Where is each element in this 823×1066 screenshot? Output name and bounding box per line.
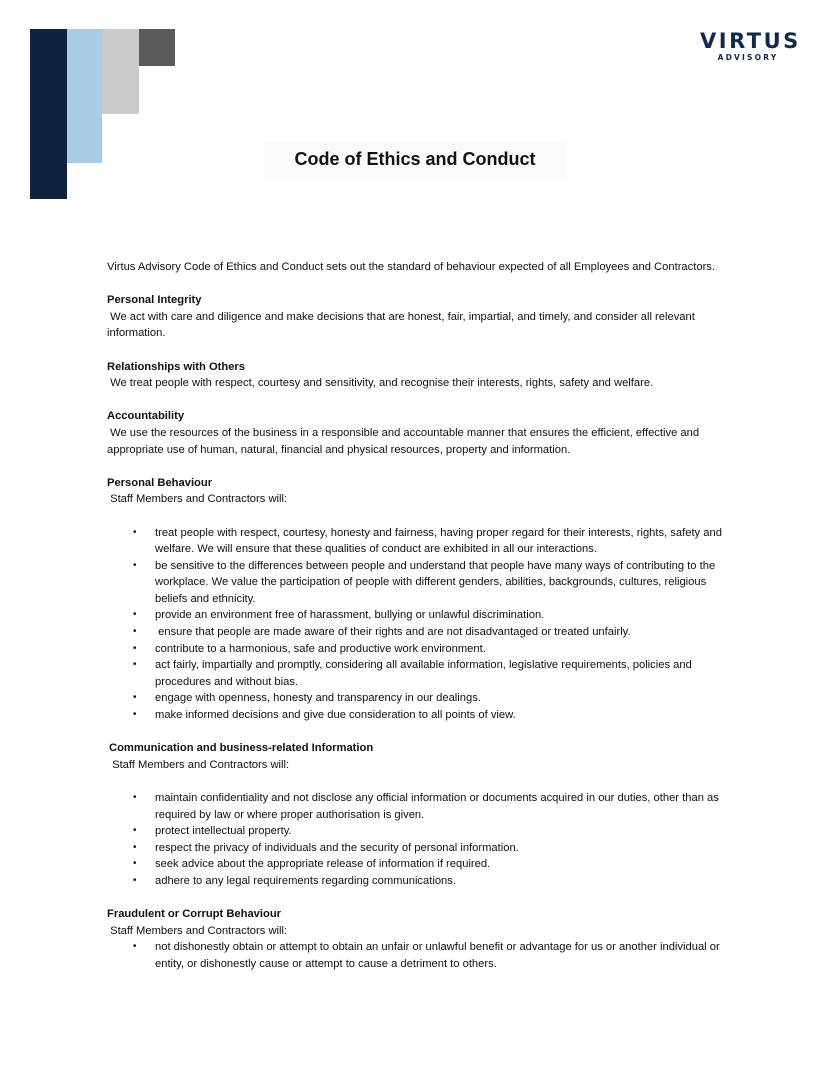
bullet-icon: • xyxy=(133,841,137,853)
list-item: • contribute to a harmonious, safe and productive work environment. xyxy=(107,641,727,658)
bullet-icon: • xyxy=(133,659,137,671)
list-item: • act fairly, impartially and promptly, considering all available information, legislative requirements, policies and procedures and without bias. xyxy=(133,659,692,688)
list-item: • adhere to any legal requirements regarding communications. xyxy=(107,873,727,890)
bullet-list xyxy=(107,525,727,724)
list-item: • be sensitive to the differences between people and understand that people have many ways of contributing to the workplace. We value the participation of people with different genders, abilities, backgrounds, cultures, religious beliefs and ethnicity. xyxy=(133,559,716,605)
bullet-icon: • xyxy=(133,609,137,621)
section-relationships xyxy=(107,359,727,392)
list-item: • provide an environment free of harassment, bullying or unlawful discrimination. xyxy=(107,607,727,624)
list-item: • respect the privacy of individuals and the security of personal information. xyxy=(107,840,727,857)
company-logo xyxy=(700,29,801,63)
logo-name: VIRTUS xyxy=(700,29,801,53)
list-item: • seek advice about the appropriate release of information if required. xyxy=(107,856,727,873)
document-body xyxy=(107,259,727,973)
section-communication xyxy=(107,740,727,889)
title-box xyxy=(264,141,566,177)
list-item: • treat people with respect, courtesy, honesty and fairness, having proper regard for their interests, rights, safety and welfare. We will ensure that these qualities of conduct are exhibited in all our interactions. xyxy=(133,526,722,556)
list-item: • make informed decisions and give due consideration to all points of view. xyxy=(107,707,727,724)
bullet-icon: • xyxy=(133,825,137,837)
list-item: • engage with openness, honesty and transparency in our dealings. xyxy=(107,690,727,707)
section-accountability xyxy=(107,408,727,458)
section-lead: Staff Members and Contractors will: xyxy=(107,493,288,506)
bullet-icon: • xyxy=(133,874,137,886)
section-heading: Accountability xyxy=(107,410,185,423)
page-title: Code of Ethics and Conduct xyxy=(294,148,536,169)
list-item: • protect intellectual property. xyxy=(107,823,727,840)
decor-block-dark-gray xyxy=(139,29,175,66)
section-lead: Staff Members and Contractors will: xyxy=(107,924,288,937)
section-lead: Staff Members and Contractors will: xyxy=(109,758,290,771)
section-body: We act with care and diligence and make decisions that are honest, fair, impartial, and timely, and consider all relevant information. xyxy=(107,310,698,340)
bullet-icon: • xyxy=(133,858,137,870)
section-personal-behaviour xyxy=(107,475,727,724)
section-body: We use the resources of the business in a responsible and accountable manner that ensures the efficient, effective and appropriate use of human, natural, financial and physical resources, property and information. xyxy=(107,426,703,456)
section-heading: Relationships with Others xyxy=(107,360,245,373)
bullet-icon: • xyxy=(133,941,137,953)
list-item: • maintain confidentiality and not disclose any official information or documents acquired in our duties, other than as required by law or where proper authorisation is given. xyxy=(133,792,719,821)
bullet-list xyxy=(107,939,727,972)
logo-tagline: ADVISORY xyxy=(717,53,779,62)
bullet-icon: • xyxy=(133,642,137,654)
list-item: • ensure that people are made aware of their rights and are not disadvantaged or treated unfairly. xyxy=(107,624,727,641)
decor-block-gray xyxy=(102,29,139,114)
bullet-icon: • xyxy=(133,792,137,803)
bullet-icon: • xyxy=(133,559,137,571)
section-heading: Communication and business-related Information xyxy=(109,742,374,755)
decor-block-navy xyxy=(30,29,67,199)
section-fraudulent-behaviour xyxy=(107,906,727,972)
bullet-icon: • xyxy=(133,709,137,721)
section-heading: Personal Behaviour xyxy=(107,476,213,489)
bullet-list xyxy=(107,790,727,890)
section-heading: Personal Integrity xyxy=(107,294,202,307)
bullet-icon: • xyxy=(133,692,137,704)
intro-paragraph: Virtus Advisory Code of Ethics and Conduct sets out the standard of behaviour expected of all Employees and Contractors. xyxy=(107,261,715,273)
decor-block-light-blue xyxy=(67,29,102,163)
section-heading: Fraudulent or Corrupt Behaviour xyxy=(107,908,282,921)
section-personal-integrity xyxy=(107,292,727,342)
section-body: We treat people with respect, courtesy and sensitivity, and recognise their interests, rights, safety and welfare. xyxy=(107,377,654,390)
bullet-icon: • xyxy=(133,626,137,638)
bullet-icon: • xyxy=(133,526,137,538)
list-item: • not dishonestly obtain or attempt to obtain an unfair or unlawful benefit or advantage for us or another individual or entity, or dishonestly cause or attempt to cause a detriment to others. xyxy=(133,941,720,970)
